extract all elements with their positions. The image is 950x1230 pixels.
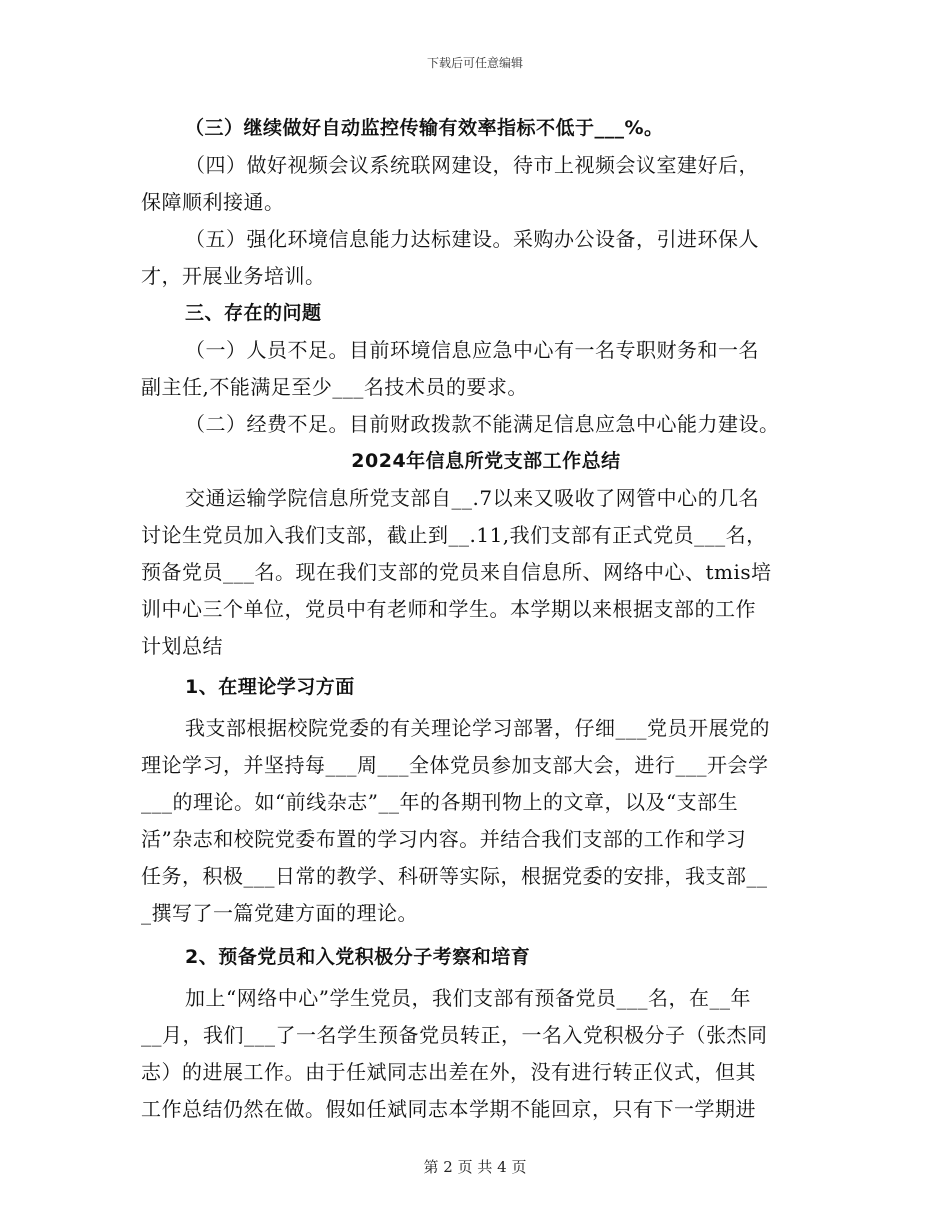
item-four: （四）做好视频会议系统联网建设，待市上视频会议室建好后， (185, 153, 759, 177)
theory-paragraph-line: 活”杂志和校院党委布置的学习内容。并结合我们支部的工作和学习 (141, 827, 747, 851)
theory-paragraph-line: 任务，积极___日常的教学、科研等实际，根据党委的安排，我支部__ (141, 864, 768, 888)
intro-paragraph-line: 预备党员___名。现在我们支部的党员来自信息所、网络中心、tmis培 (141, 560, 772, 584)
section-heading-problems: 三、存在的问题 (185, 302, 322, 324)
probationary-paragraph-line: 加上“网络中心”学生党员，我们支部有预备党员___名，在__年 (185, 986, 751, 1010)
item-four-cont: 保障顺利接通。 (141, 190, 285, 214)
page-number: 第 2 页 共 4 页 (423, 1158, 527, 1176)
problem-two: （二）经费不足。目前财政拨款不能满足信息应急中心能力建设。 (185, 412, 780, 436)
probationary-paragraph-line: __月，我们___了一名学生预备党员转正，一名入党积极分子（张杰同 (141, 1023, 768, 1047)
header-note: 下载后可任意编辑 (426, 56, 523, 70)
intro-paragraph-line: 讨论生党员加入我们支部，截止到__.11,我们支部有正式党员___名， (141, 523, 767, 547)
section-heading-probationary: 2、预备党员和入党积极分子考察和培育 (185, 946, 531, 968)
item-five-cont: 才，开展业务培训。 (141, 264, 326, 288)
intro-paragraph-line: 计划总结 (141, 634, 223, 658)
problem-one: （一）人员不足。目前环境信息应急中心有一名专职财务和一名 (185, 338, 759, 362)
item-three: （三）继续做好自动监控传输有效率指标不低于___%。 (185, 117, 664, 139)
theory-paragraph-line: ___的理论。如“前线杂志”__年的各期刊物上的文章，以及“支部生 (141, 790, 739, 814)
theory-paragraph-line: _撰写了一篇党建方面的理论。 (141, 901, 418, 925)
problem-one-cont: 副主任,不能满足至少___名技术员的要求。 (141, 375, 528, 399)
section-heading-theory: 1、在理论学习方面 (185, 676, 355, 698)
intro-paragraph-line: 训中心三个单位，党员中有老师和学生。本学期以来根据支部的工作 (141, 597, 756, 621)
intro-paragraph-line: 交通运输学院信息所党支部自__.7以来又吸收了网管中心的几名 (185, 486, 760, 510)
document-body (141, 110, 813, 1128)
theory-paragraph-line: 我支部根据校院党委的有关理论学习部署，仔细___党员开展党的 (185, 716, 770, 740)
probationary-paragraph-line: 志）的进展工作。由于任斌同志出差在外，没有进行转正仪式，但其 (141, 1060, 756, 1084)
probationary-paragraph-line: 工作总结仍然在做。假如任斌同志本学期不能回京，只有下一学期进 (141, 1097, 756, 1121)
item-five: （五）强化环境信息能力达标建设。采购办公设备，引进环保人 (185, 227, 759, 251)
document-title: 2024年信息所党支部工作总结 (351, 450, 621, 472)
theory-paragraph-line: 理论学习，并坚持每___周___全体党员参加支部大会，进行___开会学 (141, 753, 769, 777)
